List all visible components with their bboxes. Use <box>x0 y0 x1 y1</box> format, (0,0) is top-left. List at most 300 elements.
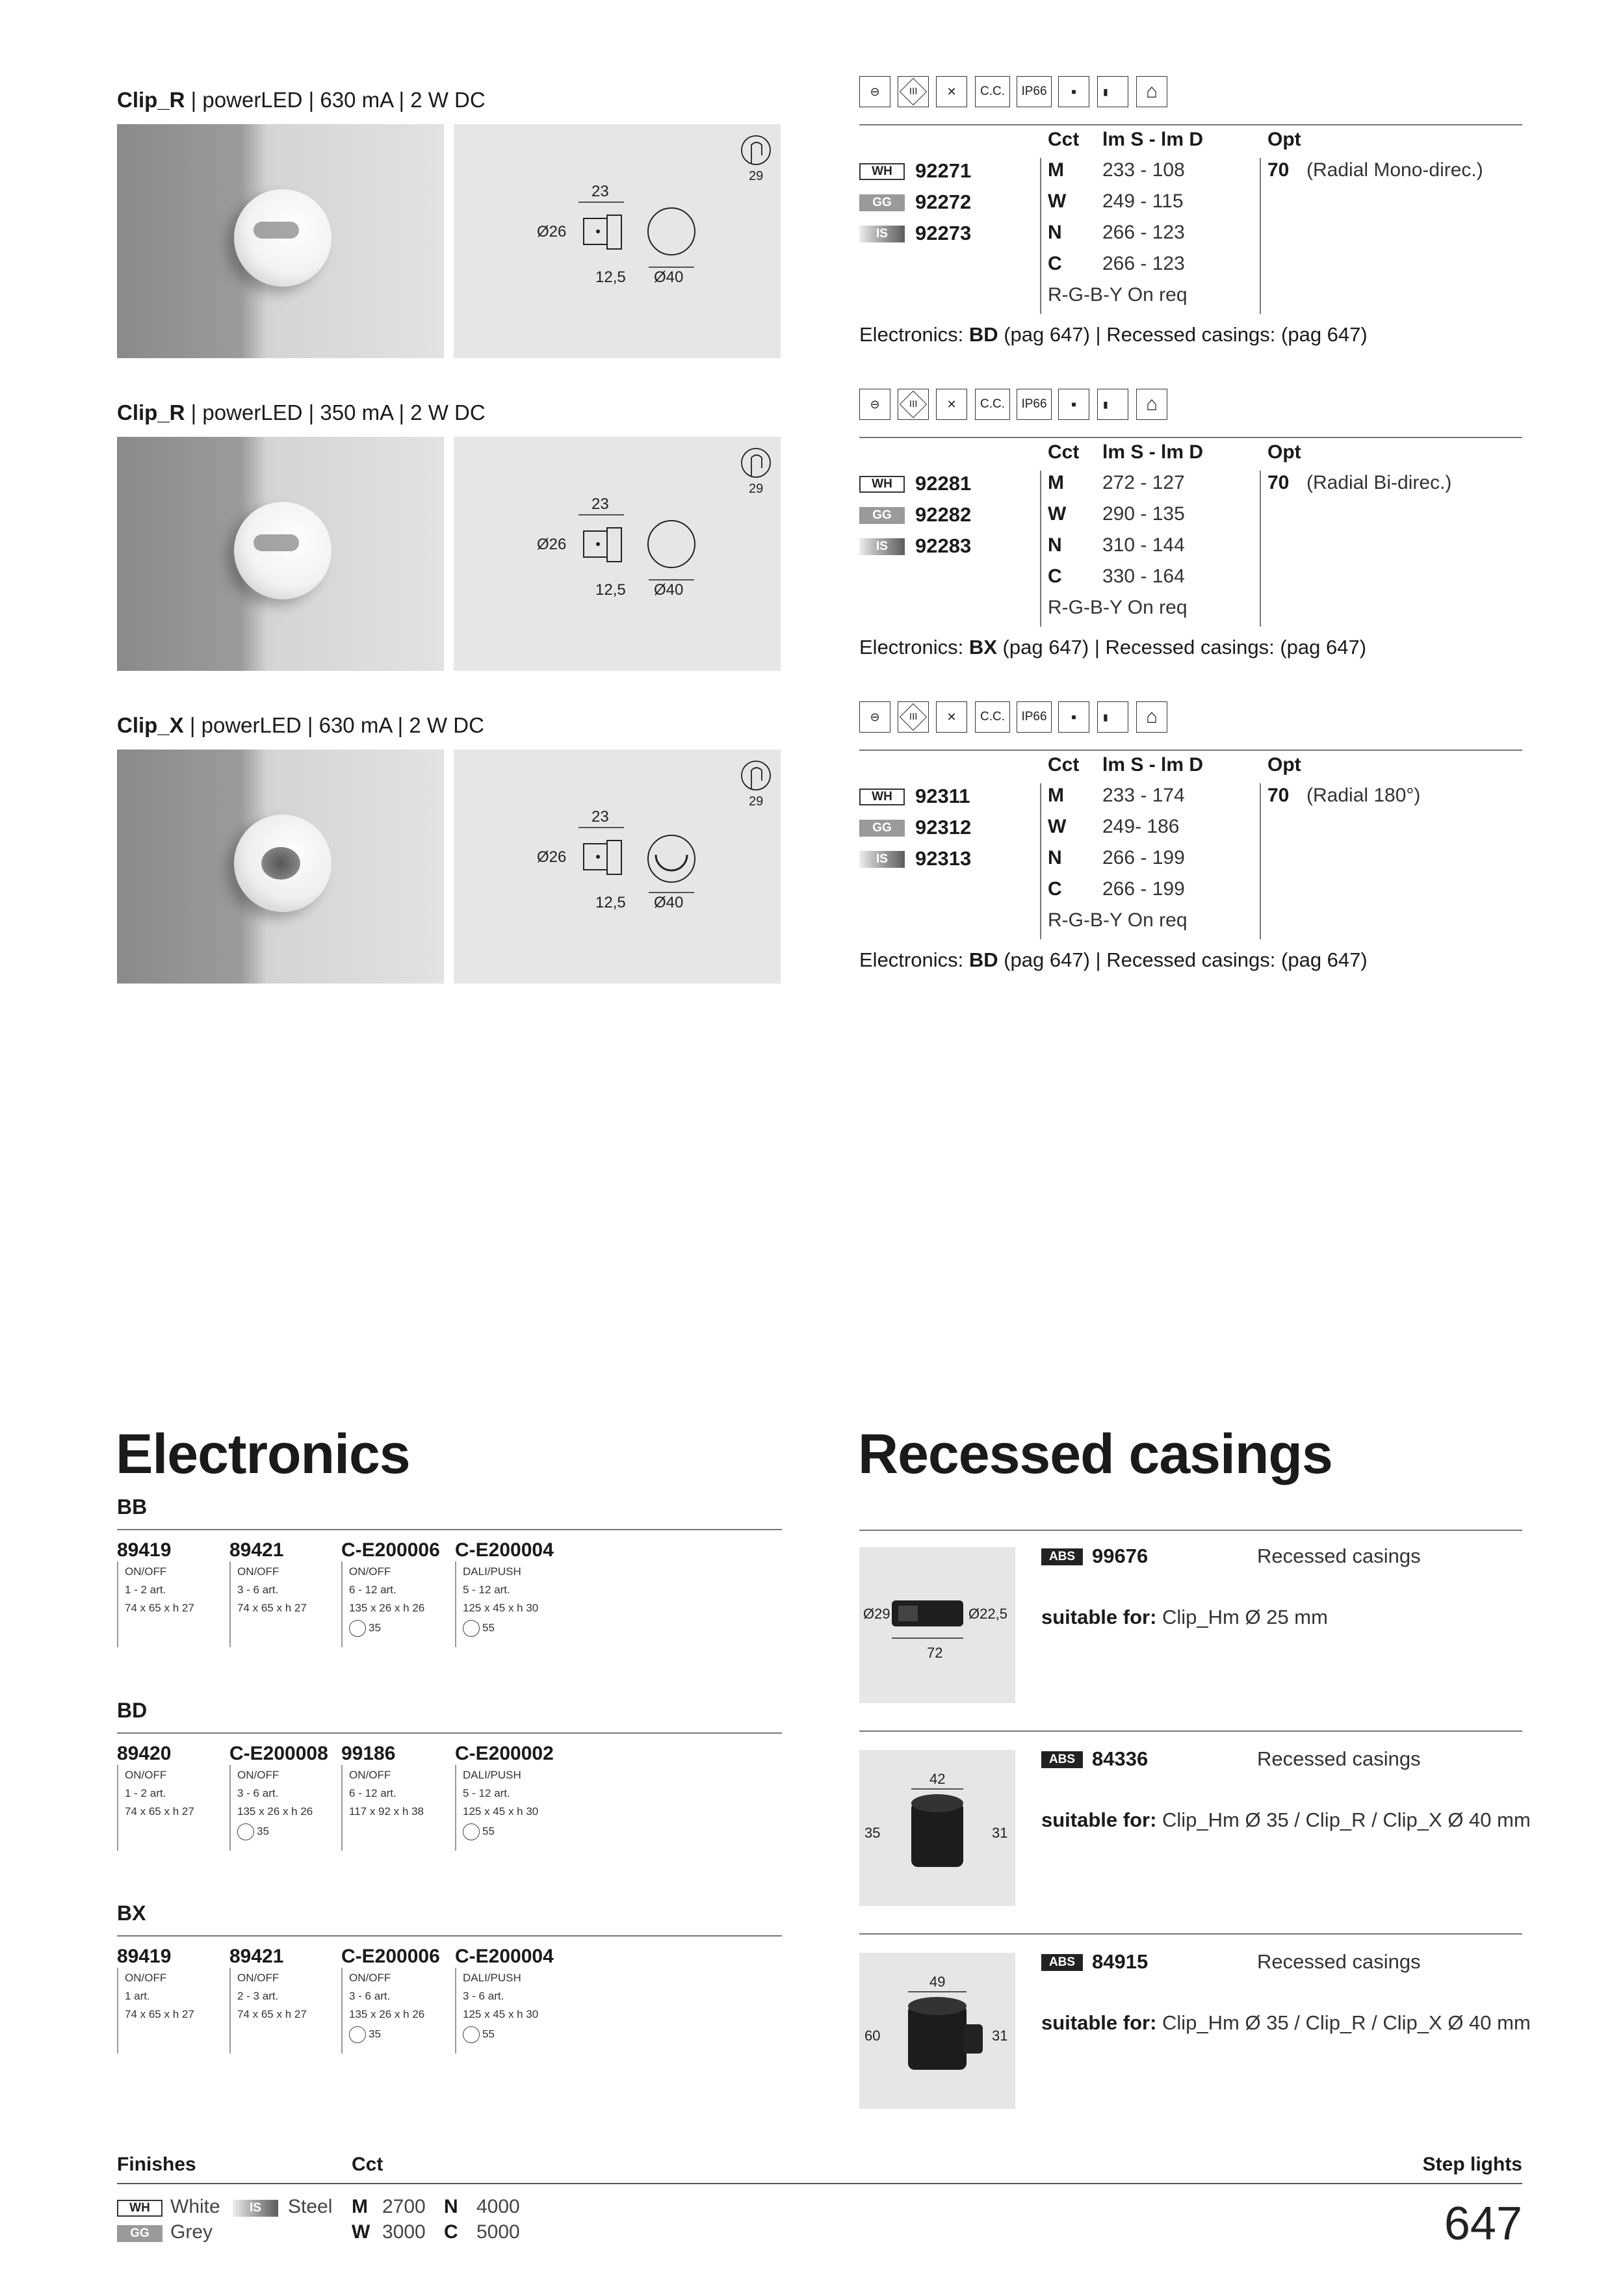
driver-item <box>117 1539 227 1647</box>
fixture-flange-outline <box>607 841 621 874</box>
finish-badge: WH <box>859 163 905 180</box>
dim-depth: 12,5 <box>595 268 626 286</box>
finish-badge: IS <box>859 538 905 555</box>
driver-item <box>455 1743 565 1851</box>
ip-rating-icon-label: IP66 <box>1021 397 1047 411</box>
driver-size: 125 x 45 x h 30 <box>463 1805 539 1818</box>
cct-value-m: 2700 <box>382 2196 426 2217</box>
electronics-reference <box>859 323 1368 346</box>
cct-code: N <box>1048 847 1062 868</box>
driver-size: 74 x 65 x h 27 <box>125 1805 194 1818</box>
casing-dim-right: 31 <box>992 2028 1008 2044</box>
lumen-value: 233 - 174 <box>1102 785 1185 806</box>
emission-icon: ■ <box>1058 76 1089 107</box>
driver-item <box>229 1946 340 2054</box>
insulation-class-text: III <box>909 711 918 722</box>
driver-code: 89419 <box>117 1539 174 1561</box>
casing-dim-top: 42 <box>929 1771 946 1787</box>
driver-size: 74 x 65 x h 27 <box>125 2008 194 2020</box>
driver-item <box>229 1539 340 1647</box>
section-label: Step lights <box>1422 2154 1522 2175</box>
rgb-on-request: R-G-B-Y On req <box>1048 909 1188 931</box>
recessed-casings-heading: Recessed casings <box>858 1423 1332 1485</box>
driver-code: 99186 <box>341 1743 398 1765</box>
fixture-aperture <box>253 222 299 239</box>
fixture-led-dot <box>596 229 600 233</box>
article-code: 92272 <box>915 190 972 213</box>
driver-size: 117 x 92 x h 38 <box>349 1805 424 1818</box>
product-photo <box>117 750 444 984</box>
driver-articles: 5 - 12 art. <box>463 1787 510 1799</box>
constant-current-icon-label: C.C. <box>980 85 1005 98</box>
optic-value: 70 <box>1267 785 1290 806</box>
rgb-on-request: R-G-B-Y On req <box>1048 284 1188 306</box>
driver-size: 74 x 65 x h 27 <box>237 2008 307 2020</box>
driver-size: 125 x 45 x h 30 <box>463 2008 539 2020</box>
optic-description: (Radial Mono-direc.) <box>1306 159 1483 181</box>
cct-code: M <box>1048 785 1064 806</box>
not-covered-icon: ✕ <box>936 389 967 420</box>
constant-current-icon <box>975 701 1010 733</box>
driver-size: 135 x 26 x h 26 <box>349 1602 425 1614</box>
insulation-class-label <box>900 78 927 105</box>
cct-column-divider <box>1040 783 1041 939</box>
dim-width: 23 <box>591 183 609 200</box>
casing-dim-bottom: 72 <box>927 1645 943 1661</box>
cct-code: M <box>1048 159 1064 181</box>
beam-angle-icon <box>463 1620 480 1637</box>
driver-articles: 3 - 6 art. <box>463 1990 504 2002</box>
cct-column-divider <box>1040 158 1041 314</box>
casing-code: 84336 <box>1092 1747 1149 1770</box>
optic-header: Opt <box>1267 754 1301 776</box>
electronics-group-name: BB <box>117 1495 148 1519</box>
casing-label: Recessed casings <box>1257 1545 1421 1567</box>
cct-code: W <box>1048 816 1067 837</box>
cct-header: Cct <box>1048 754 1080 776</box>
driver-articles: 1 art. <box>125 1990 150 2002</box>
article-code: 92283 <box>915 534 972 557</box>
optic-header: Opt <box>1267 441 1301 463</box>
insulation-class-label <box>900 703 927 731</box>
fixture-aperture <box>261 847 300 880</box>
product-spec: | powerLED | 630 mA | 2 W DC <box>185 88 486 112</box>
driver-type: ON/OFF <box>349 1565 391 1578</box>
driver-type: ON/OFF <box>125 1565 167 1578</box>
electronics-ref-label: Electronics: <box>859 948 969 971</box>
emission-icon: ■ <box>1058 389 1089 420</box>
lumen-value: 266 - 199 <box>1102 847 1185 868</box>
beam-angle-icon <box>742 449 770 477</box>
driver-code: 89419 <box>117 1946 174 1968</box>
dim-face: Ø40 <box>654 894 684 911</box>
casing-dim-right: Ø22,5 <box>968 1606 1007 1622</box>
dim-face: Ø40 <box>654 581 684 599</box>
insulation-class-icon <box>898 76 929 107</box>
suitable-label: suitable for: <box>1041 2011 1157 2034</box>
lumen-value: 310 - 144 <box>1102 534 1185 556</box>
driver-size: 74 x 65 x h 27 <box>125 1602 194 1614</box>
casing-photo <box>859 1953 1015 2109</box>
driver-angle <box>349 1620 381 1637</box>
suitable-label: suitable for: <box>1041 1808 1157 1831</box>
front-view-circle <box>648 208 695 255</box>
fixture-led-dot <box>596 542 600 546</box>
opt-column-divider <box>1260 471 1261 627</box>
casing-photo <box>859 1547 1015 1703</box>
casing-label: Recessed casings <box>1257 1747 1421 1770</box>
dim-width: 23 <box>591 495 609 513</box>
ip66-icon <box>1017 76 1052 107</box>
casing-suitable <box>1041 1606 1328 1629</box>
rgb-on-request: R-G-B-Y On req <box>1048 597 1188 618</box>
driver-type: DALI/PUSH <box>463 1972 521 1984</box>
lumen-value: 266 - 123 <box>1102 222 1185 243</box>
drawing-svg <box>454 437 781 671</box>
cct-header: Cct <box>1048 441 1080 463</box>
material-badge: ABS <box>1041 1548 1083 1565</box>
casing-rim <box>911 1794 963 1812</box>
driver-angle-value: 55 <box>482 1621 495 1634</box>
lumen-value: 266 - 199 <box>1102 878 1185 900</box>
constant-current-icon-label: C.C. <box>980 397 1005 411</box>
casing-svg <box>859 1750 1015 1906</box>
driver-code: C-E200002 <box>455 1743 556 1765</box>
finish-badge-grey: GG <box>117 2225 162 2242</box>
beam-angle-icon <box>742 761 770 790</box>
dim-face: Ø40 <box>654 268 684 286</box>
casing-dim-left: Ø29 <box>863 1606 890 1622</box>
casing-dim-right: 31 <box>992 1825 1008 1841</box>
suitable-models: Clip_Hm Ø 35 / Clip_R / Clip_X Ø 40 mm <box>1156 2011 1531 2034</box>
casing-svg <box>859 1953 1015 2109</box>
product-title <box>117 88 486 112</box>
outdoor-icon: ⌂ <box>1136 701 1167 733</box>
driver-articles: 3 - 6 art. <box>237 1787 279 1799</box>
product-name: Clip_R <box>117 400 185 424</box>
cct-code-m: M <box>352 2196 368 2217</box>
article-code: 92271 <box>915 159 972 182</box>
casing-dim-top: 49 <box>929 1974 946 1990</box>
optic-value: 70 <box>1267 472 1290 493</box>
driver-angle <box>349 2026 381 2043</box>
driver-item <box>455 1946 565 2054</box>
cct-code: M <box>1048 472 1064 493</box>
driver-type: DALI/PUSH <box>463 1565 521 1578</box>
optic-value: 70 <box>1267 159 1290 181</box>
electronics-group-name: BD <box>117 1699 148 1722</box>
cct-code: N <box>1048 222 1062 243</box>
driver-angle-value: 35 <box>369 1621 381 1634</box>
beam-angle-icon <box>463 2026 480 2043</box>
cct-value-w: 3000 <box>382 2221 426 2243</box>
driver-articles: 6 - 12 art. <box>349 1584 396 1596</box>
electronics-group-name: BX <box>117 1901 146 1925</box>
driver-item <box>229 1743 340 1851</box>
outdoor-icon: ⌂ <box>1136 76 1167 107</box>
electronics-reference <box>859 636 1366 659</box>
casing-photo <box>859 1750 1015 1906</box>
finish-badge-white: WH <box>117 2200 162 2217</box>
product-photo <box>117 124 444 358</box>
lumen-value: 330 - 164 <box>1102 566 1185 587</box>
optic-description: (Radial Bi-direc.) <box>1306 472 1452 493</box>
casing-rim <box>908 1997 967 2015</box>
lumen-value: 249- 186 <box>1102 816 1180 837</box>
technical-drawing <box>454 124 781 358</box>
lumen-value: 290 - 135 <box>1102 503 1185 525</box>
dim-angle: 29 <box>749 482 764 496</box>
cct-value-c: 5000 <box>476 2221 520 2243</box>
cct-label: Cct <box>352 2154 383 2175</box>
cct-header: Cct <box>1048 129 1080 150</box>
footer-rule <box>117 2183 1522 2184</box>
outdoor-icon: ⌂ <box>1136 389 1167 420</box>
casing-code: 84915 <box>1092 1950 1149 1973</box>
electronics-ref-label: Electronics: <box>859 323 969 346</box>
technical-drawing <box>454 750 781 984</box>
fixture-led-dot <box>596 855 600 859</box>
insulation-class-text: III <box>909 398 918 410</box>
beam-angle-icon-cone <box>751 455 762 476</box>
emission-icon: ■ <box>1058 701 1089 733</box>
casing-dim-left: 35 <box>864 1825 881 1841</box>
opt-column-divider <box>1260 158 1261 314</box>
electronics-heading: Electronics <box>116 1423 410 1485</box>
driver-angle <box>237 1823 269 1840</box>
finish-badge: GG <box>859 820 905 837</box>
fixture-flange-outline <box>607 215 621 249</box>
driver-type: ON/OFF <box>237 1565 279 1578</box>
dim-depth: 12,5 <box>595 581 626 599</box>
driver-size: 125 x 45 x h 30 <box>463 1602 539 1614</box>
dim-diameter: Ø26 <box>537 223 567 241</box>
suitable-models: Clip_Hm Ø 35 / Clip_R / Clip_X Ø 40 mm <box>1156 1808 1531 1831</box>
electronics-reference <box>859 948 1368 972</box>
dim-width: 23 <box>591 808 609 826</box>
cct-code-c: C <box>444 2221 458 2243</box>
driver-angle <box>463 1823 495 1840</box>
insulation-class-label <box>900 391 927 418</box>
lumen-header: lm S - lm D <box>1102 129 1204 150</box>
cct-code: W <box>1048 503 1067 525</box>
front-view-circle <box>648 835 695 882</box>
transformer-icon: ⊖ <box>859 389 890 420</box>
beam-angle-icon <box>349 1620 366 1637</box>
constant-current-icon-label: C.C. <box>980 710 1005 724</box>
electronics-ref-code: BD <box>968 948 998 971</box>
driver-articles: 1 - 2 art. <box>125 1584 166 1596</box>
finish-name-grey: Grey <box>170 2221 213 2243</box>
driver-item <box>341 1743 452 1851</box>
table-top-rule <box>859 437 1522 438</box>
casing-spigot <box>963 2024 983 2054</box>
casing-svg <box>859 1547 1015 1703</box>
driver-size: 74 x 65 x h 27 <box>237 1602 307 1614</box>
article-code: 92281 <box>915 472 972 495</box>
beam-angle-icon <box>463 1823 480 1840</box>
insulation-class-icon <box>898 389 929 420</box>
technical-drawing <box>454 437 781 671</box>
driver-angle-value: 35 <box>257 1825 269 1838</box>
article-code: 92273 <box>915 222 972 244</box>
driver-code: 89421 <box>229 1539 286 1561</box>
cct-code: C <box>1048 566 1062 587</box>
driver-item <box>455 1539 565 1647</box>
table-top-rule <box>859 750 1522 751</box>
finishes-label: Finishes <box>117 2154 196 2175</box>
finish-badge: GG <box>859 194 905 211</box>
driver-code: C-E200006 <box>341 1539 443 1561</box>
transformer-icon: ⊖ <box>859 76 890 107</box>
product-spec: | powerLED | 350 mA | 2 W DC <box>185 400 486 424</box>
fixture-side-outline <box>584 531 607 557</box>
front-view-aperture <box>656 855 687 870</box>
not-covered-icon: ✕ <box>936 701 967 733</box>
driver-type: DALI/PUSH <box>463 1769 521 1781</box>
cct-code-n: N <box>444 2196 458 2217</box>
beam-angle-icon <box>237 1823 254 1840</box>
beam-angle-icon <box>349 2026 366 2043</box>
dim-angle: 29 <box>749 794 764 809</box>
electronics-ref-code: BD <box>968 323 998 346</box>
driver-code: C-E200004 <box>455 1539 556 1561</box>
insulation-class-text: III <box>909 85 918 97</box>
finish-name-steel: Steel <box>288 2196 333 2217</box>
dim-diameter: Ø26 <box>537 536 567 553</box>
fixture-side-outline <box>584 844 607 870</box>
driver-angle <box>463 1620 495 1637</box>
casing-suitable <box>1041 1808 1531 1832</box>
suitable-models: Clip_Hm Ø 25 mm <box>1156 1606 1328 1628</box>
driver-code: C-E200004 <box>455 1946 556 1968</box>
electronics-ref-pages: (pag 647) | Recessed casings: (pag 647) <box>998 948 1368 971</box>
beam-angle-icon-cone <box>751 142 762 163</box>
cct-code-w: W <box>352 2221 370 2243</box>
driver-articles: 5 - 12 art. <box>463 1584 510 1596</box>
driver-angle-value: 35 <box>369 2028 381 2041</box>
drawing-svg <box>454 124 781 358</box>
article-code: 92312 <box>915 816 972 839</box>
ip-rating-icon-label: IP66 <box>1021 710 1047 724</box>
electronics-ref-pages: (pag 647) | Recessed casings: (pag 647) <box>996 636 1367 659</box>
table-top-rule <box>859 124 1522 125</box>
finish-badge: GG <box>859 507 905 524</box>
transformer-icon: ⊖ <box>859 701 890 733</box>
suitable-label: suitable for: <box>1041 1606 1157 1628</box>
driver-code: 89420 <box>117 1743 174 1765</box>
cct-column-divider <box>1040 471 1041 627</box>
finish-badge-steel: IS <box>233 2200 278 2217</box>
driver-item <box>341 1539 452 1647</box>
ip66-icon <box>1017 701 1052 733</box>
driver-articles: 1 - 2 art. <box>125 1787 166 1799</box>
driver-type: ON/OFF <box>125 1972 167 1984</box>
electronics-ref-label: Electronics: <box>859 636 969 659</box>
page-number: 647 <box>1444 2198 1522 2250</box>
driver-size: 135 x 26 x h 26 <box>349 2008 425 2020</box>
beam-angle-icon-cone <box>751 768 762 789</box>
mounting-icon: ▮ <box>1097 76 1128 107</box>
constant-current-icon <box>975 389 1010 420</box>
product-spec: | powerLED | 630 mA | 2 W DC <box>183 713 484 737</box>
driver-angle-value: 55 <box>482 1825 495 1838</box>
lumen-value: 233 - 108 <box>1102 159 1185 181</box>
casing-rule <box>859 1933 1522 1935</box>
driver-code: C-E200006 <box>341 1946 443 1968</box>
electronics-group-rule <box>117 1732 782 1734</box>
dim-diameter: Ø26 <box>537 848 567 866</box>
casing-rule <box>859 1730 1522 1732</box>
casing-label: Recessed casings <box>1257 1950 1421 1973</box>
driver-type: ON/OFF <box>237 1769 279 1781</box>
finish-badge: IS <box>859 226 905 242</box>
mounting-icon: ▮ <box>1097 701 1128 733</box>
article-code: 92282 <box>915 503 972 526</box>
casing-dim-left: 60 <box>864 2028 881 2044</box>
lumen-value: 272 - 127 <box>1102 472 1185 493</box>
driver-type: ON/OFF <box>349 1972 391 1984</box>
finish-badge: WH <box>859 789 905 805</box>
driver-articles: 3 - 6 art. <box>237 1584 279 1596</box>
cct-code: C <box>1048 878 1062 900</box>
finish-badge: IS <box>859 851 905 868</box>
article-code: 92311 <box>915 785 970 807</box>
casing-detail <box>898 1606 918 1621</box>
electronics-ref-code: BX <box>968 636 997 659</box>
product-title <box>117 400 486 425</box>
cct-code: C <box>1048 253 1062 274</box>
mounting-icon: ▮ <box>1097 389 1128 420</box>
driver-size: 135 x 26 x h 26 <box>237 1805 313 1818</box>
casings-top-rule <box>859 1530 1522 1531</box>
electronics-group-rule <box>117 1935 782 1937</box>
opt-column-divider <box>1260 783 1261 939</box>
drawing-svg <box>454 750 781 984</box>
dim-angle: 29 <box>749 169 764 183</box>
cct-code: N <box>1048 534 1062 556</box>
lumen-value: 266 - 123 <box>1102 253 1185 274</box>
product-name: Clip_X <box>117 713 184 737</box>
optic-description: (Radial 180°) <box>1306 785 1421 806</box>
front-view-circle <box>648 521 695 567</box>
finish-name-white: White <box>170 2196 220 2217</box>
driver-code: C-E200008 <box>229 1743 331 1765</box>
driver-articles: 6 - 12 art. <box>349 1787 396 1799</box>
optic-header: Opt <box>1267 129 1301 150</box>
driver-angle-value: 55 <box>482 2028 495 2041</box>
material-badge: ABS <box>1041 1954 1083 1971</box>
product-photo <box>117 437 444 671</box>
article-code: 92313 <box>915 847 972 870</box>
not-covered-icon: ✕ <box>936 76 967 107</box>
material-badge: ABS <box>1041 1751 1083 1768</box>
driver-code: 89421 <box>229 1946 286 1968</box>
product-name: Clip_R <box>117 88 185 112</box>
driver-articles: 3 - 6 art. <box>349 1990 391 2002</box>
ip-rating-icon-label: IP66 <box>1021 85 1047 98</box>
cct-value-n: 4000 <box>476 2196 520 2217</box>
dim-depth: 12,5 <box>595 894 626 911</box>
driver-item <box>341 1946 452 2054</box>
casing-code: 99676 <box>1092 1545 1149 1567</box>
electronics-ref-pages: (pag 647) | Recessed casings: (pag 647) <box>998 323 1368 346</box>
cct-code: W <box>1048 190 1067 212</box>
driver-type: ON/OFF <box>125 1769 167 1781</box>
product-title <box>117 713 484 738</box>
casing-suitable <box>1041 2011 1531 2035</box>
lumen-header: lm S - lm D <box>1102 754 1204 776</box>
